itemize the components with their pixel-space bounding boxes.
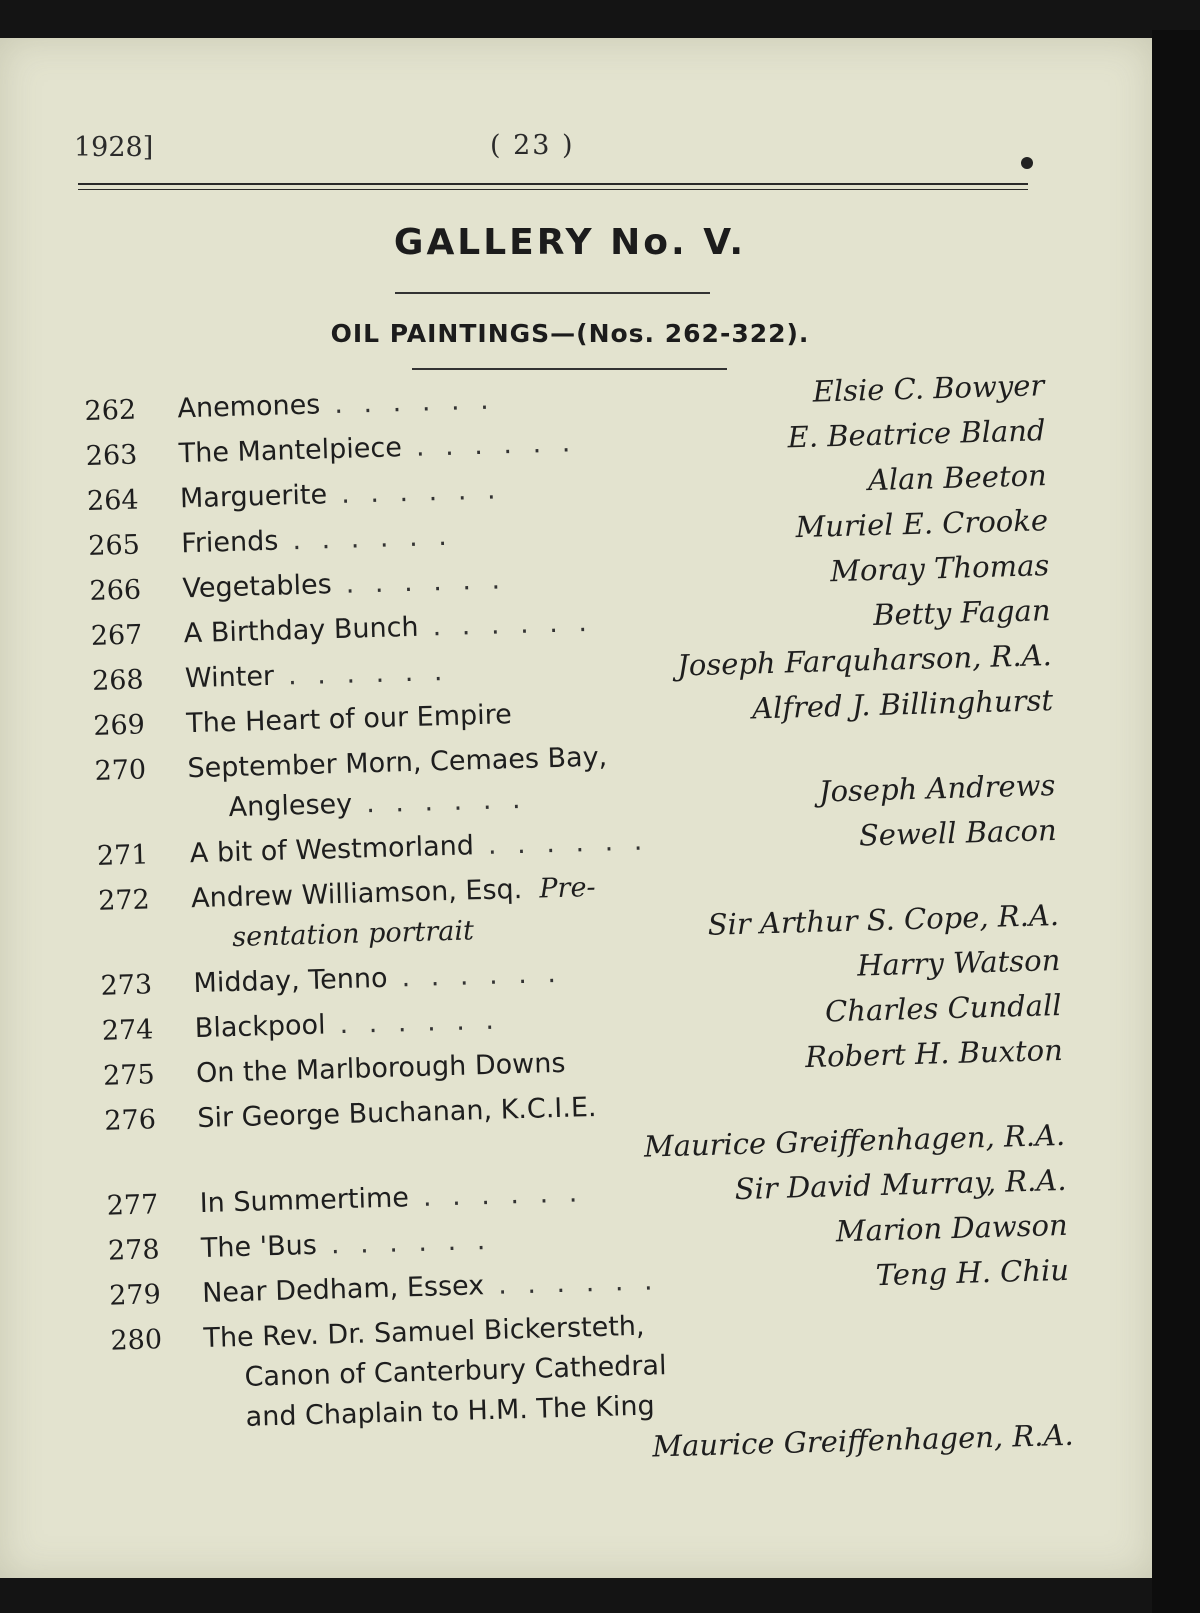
artist-name: Teng H. Chiu [875, 1252, 1070, 1293]
header-rule [78, 183, 1028, 185]
painting-title-continued: Anglesey [228, 788, 353, 824]
artist-name: Betty Fagan [872, 593, 1051, 633]
leader-dots: . . . . . . [345, 564, 507, 600]
painting-title: Near Dedham, Essex [201, 1270, 485, 1310]
artist-name: Elsie C. Bowyer [812, 368, 1045, 409]
artist-name: Maurice Greiffenhagen, R.A. [651, 1417, 1074, 1464]
leader-dots: . . . . . . [365, 783, 527, 820]
gallery-title: GALLERY No. V. [393, 222, 747, 263]
catalogue-number: 268 [91, 664, 145, 697]
artist-name: Alfred J. Billinghurst [751, 683, 1054, 726]
painting-title: The Heart of our Empire [185, 699, 513, 740]
painting-list [84, 364, 1099, 1486]
catalogue-number: 274 [101, 1014, 154, 1047]
painting-title: The Rev. Dr. Samuel Bickersteth, [203, 1310, 645, 1355]
leader-dots: . . . . . . [287, 655, 449, 692]
painting-title: Winter [184, 660, 275, 695]
page-edge-shadow [1152, 30, 1200, 1613]
artist-name: Moray Thomas [829, 548, 1050, 589]
painting-title: Andrew Williamson, Esq. [190, 873, 523, 915]
painting-title: September Morn, Cemaes Bay, [187, 741, 608, 785]
catalogue-number: 273 [100, 969, 153, 1002]
painting-title: The Mantelpiece [178, 432, 403, 470]
catalogue-number: 264 [86, 484, 140, 517]
painting-title-continued: and Chaplain to H.M. The King [245, 1390, 656, 1433]
artist-name: Joseph Farquharson, R.A. [676, 638, 1053, 683]
painting-title: Sir George Buchanan, K.C.I.E. [196, 1091, 597, 1135]
leader-dots: . . . . . . [422, 1177, 584, 1213]
artist-name: Sir David Murray, R.A. [734, 1162, 1067, 1207]
catalogue-number: 269 [92, 709, 146, 742]
painting-title: On the Marlborough Downs [195, 1047, 566, 1090]
subtitle-rule [412, 368, 727, 370]
painting-title: Vegetables [182, 569, 333, 605]
catalogue-number: 277 [106, 1189, 159, 1222]
artist-name: Maurice Greiffenhagen, R.A. [643, 1117, 1066, 1164]
leader-dots: . . . . . . [415, 427, 577, 463]
painting-title: Midday, Tenno [193, 962, 388, 1000]
leader-dots: . . . . . . [339, 1004, 501, 1041]
artist-name: Joseph Andrews [818, 768, 1056, 809]
catalogue-number: 270 [94, 754, 147, 787]
artist-name: Harry Watson [856, 942, 1061, 983]
leader-dots: . . . . . . [333, 384, 496, 421]
leader-dots: . . . . . . [340, 474, 502, 510]
artist-name: Sir Arthur S. Cope, R.A. [707, 897, 1060, 942]
catalogue-number: 279 [108, 1279, 162, 1312]
catalogue-number: 278 [107, 1234, 160, 1267]
leader-dots: . . . . . . [432, 606, 594, 643]
catalogue-number: 275 [102, 1059, 156, 1092]
catalogue-number: 280 [110, 1324, 163, 1357]
painting-title: Marguerite [179, 479, 328, 515]
painting-title: A bit of Westmorland [189, 830, 475, 870]
title-rule [395, 292, 710, 294]
leader-dots: . . . . . . [291, 520, 454, 557]
catalogue-number: 262 [84, 394, 137, 427]
painting-title: Friends [180, 525, 279, 560]
painting-title: Anemones [177, 389, 321, 425]
painting-title: In Summertime [199, 1182, 410, 1220]
painting-title: A Birthday Bunch [183, 611, 419, 650]
rule-ornament [1021, 157, 1033, 169]
list-item [110, 1295, 1074, 1482]
header-year: 1928] [74, 132, 154, 163]
artist-name: Marion Dawson [835, 1207, 1069, 1249]
catalogue-number: 272 [97, 884, 151, 917]
catalogue-number: 265 [87, 529, 141, 562]
section-subtitle: OIL PAINTINGS—(Nos. 262-322). [330, 319, 810, 348]
painting-title: Blackpool [194, 1009, 326, 1045]
artist-name: Charles Cundall [824, 987, 1062, 1029]
catalogue-number: 267 [90, 619, 143, 652]
painting-title: The 'Bus [200, 1229, 318, 1265]
artist-name: Alan Beeton [867, 458, 1048, 498]
leader-dots: . . . . . . [487, 825, 649, 861]
leader-dots: . . . . . . [497, 1265, 659, 1301]
catalogue-number: 266 [89, 574, 142, 607]
catalogue-number: 263 [85, 439, 138, 472]
artist-name: Muriel E. Crooke [795, 503, 1049, 545]
leader-dots: . . . . . . [330, 1224, 492, 1261]
catalogue-number: 276 [103, 1104, 157, 1137]
leader-dots: . . . . . . [401, 957, 563, 994]
painting-note: Pre- [538, 871, 596, 905]
painting-title-continued: sentation portrait [231, 915, 475, 954]
artist-name: Sewell Bacon [858, 813, 1058, 853]
page-number: ( 23 ) [490, 130, 575, 161]
painting-title-continued: Canon of Canterbury Cathedral [244, 1350, 667, 1393]
header-rule-thin [78, 189, 1028, 190]
artist-name: Robert H. Buxton [804, 1032, 1064, 1075]
artist-name: E. Beatrice Bland [787, 413, 1046, 455]
catalogue-number: 271 [96, 839, 149, 872]
